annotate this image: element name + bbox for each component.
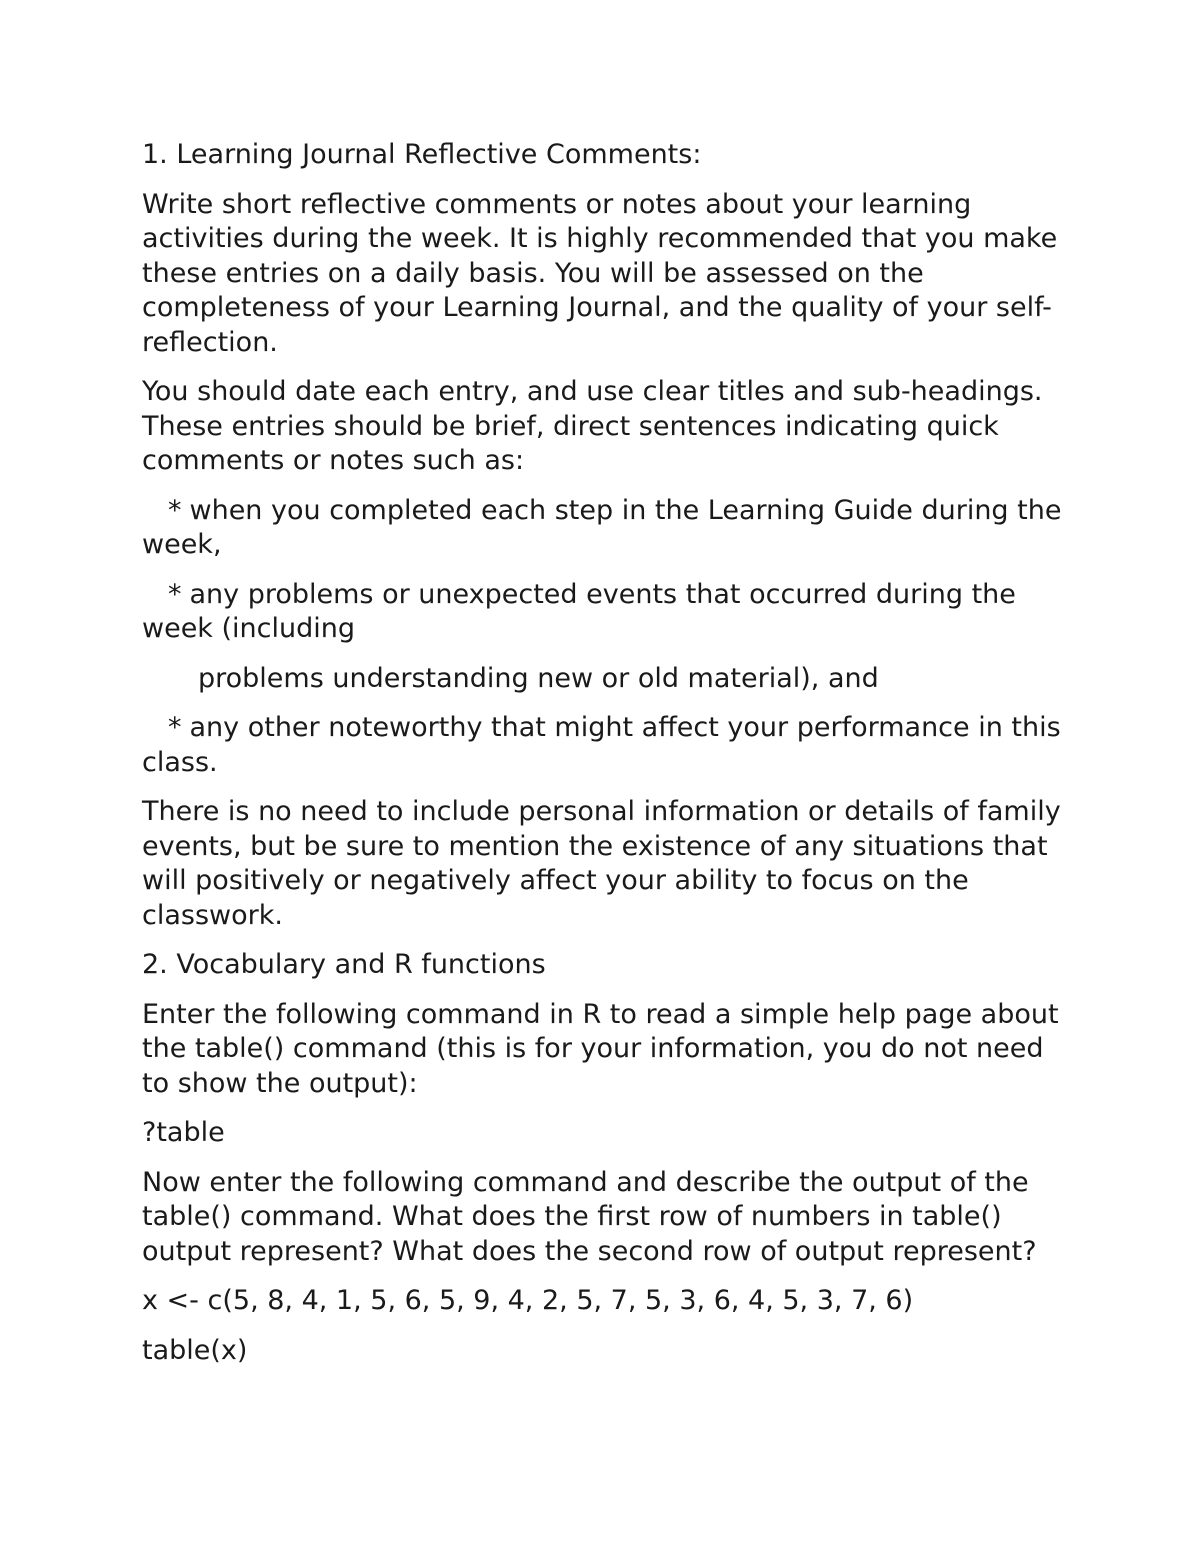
code-line-table-call: table(x): [142, 1334, 248, 1366]
code-line-help-table: ?table: [142, 1117, 225, 1148]
bullet-marker: *: [168, 578, 182, 610]
bullet-marker: *: [168, 712, 182, 743]
section-1-paragraph-1: Write short reflective comments or notes about your learning activities during the week. It is highly recommended that you make these entries on a daily basis. You will be assessed on the completeness of your Learning Journal, and the quality of your self-reflection.: [142, 188, 1058, 358]
section-1-heading: 1. Learning Journal Reflective Comments:: [142, 139, 702, 170]
section-1-paragraph-3: There is no need to include personal information or details of family events, but be sure to mention the existence of any situations that will positively or negatively affect your ability to focus on the classwork.: [142, 796, 1061, 931]
section-1-paragraph-2: You should date each entry, and use clear titles and sub-headings. These entries should be brief, direct sentences indicating quick comments or notes such as:: [142, 376, 1043, 476]
bullet-item-3: [142, 711, 1062, 780]
section-2-heading: 2. Vocabulary and R functions: [142, 949, 546, 980]
bullet-item-3-text: any other noteworthy that might affect your performance in this class.: [142, 712, 1061, 778]
bullet-item-2: [142, 578, 1062, 647]
bullet-item-1: [142, 494, 1062, 563]
section-2-paragraph-2: Now enter the following command and describe the output of the table() command. What does the first row of numbers in table() output represent? What does the second row of output represent?: [142, 1166, 1037, 1267]
bullet-item-2-continuation: problems understanding new or old material), and: [198, 662, 879, 694]
bullet-item-2-text: any problems or unexpected events that occurred during the week (including: [142, 578, 1016, 644]
bullet-marker: *: [168, 494, 182, 526]
bullet-item-1-text: when you completed each step in the Learning Guide during the week,: [142, 494, 1062, 560]
document-body: [142, 138, 1062, 1383]
section-2-paragraph-1: Enter the following command in R to read a simple help page about the table() command (this is for your information, you do not need to show the output):: [142, 998, 1059, 1099]
code-line-vector-assignment: x <- c(5, 8, 4, 1, 5, 6, 5, 9, 4, 2, 5, 7, 5, 3, 6, 4, 5, 3, 7, 6): [142, 1285, 914, 1316]
